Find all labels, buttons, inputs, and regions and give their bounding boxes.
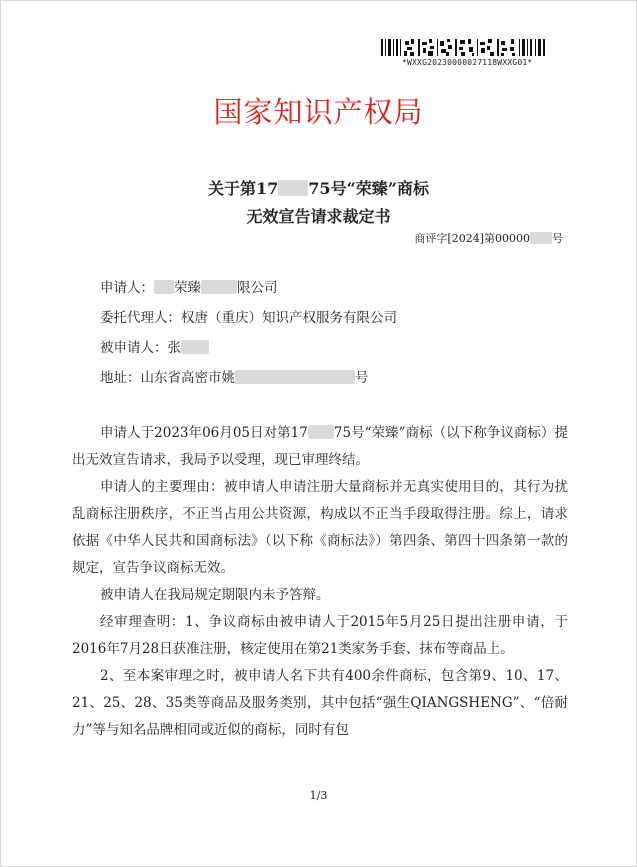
address-end: 号 — [355, 370, 369, 386]
respondent-line — [100, 336, 209, 356]
redacted-block — [530, 232, 552, 244]
paragraph-no-reply: 被申请人在我局规定期限内未予答辩。 — [100, 587, 330, 603]
decision-body — [72, 420, 568, 744]
page-number: 1/3 — [309, 789, 328, 802]
paragraph-findings-2: 2、至本案审理之时，被申请人名下共有400余件商标，包含第9、10、17、21、25、28、35类等商品及服务类别，其中包括“强生QIANGSHENG”、“倍耐力”等与知名品牌相同或近似的商标，同时有包 — [72, 668, 568, 738]
respondent-label: 被申请人： — [100, 340, 168, 356]
docno-prefix: 商评字[2024]第00000 — [414, 232, 530, 245]
applicant-label: 申请人： — [100, 280, 154, 296]
applicant-line — [100, 276, 278, 296]
paragraph-request — [72, 420, 568, 474]
title-line1-suffix: 75号“荣臻”商标 — [308, 179, 429, 198]
title-line1-prefix: 关于第17 — [208, 179, 279, 198]
applicant-mid: 荣臻 — [174, 280, 201, 296]
barcode-text: *WXXG20230000027118WXXG01* — [402, 58, 533, 67]
redacted-block — [201, 280, 237, 294]
redacted-block — [181, 340, 209, 354]
paragraph-findings: 经审理查明：1、争议商标由被申请人于2015年5月25日提出注册申请，于2016年7月28日获准注册，核定使用在第21类家务手套、抹布等商品上。 — [72, 614, 568, 657]
p1-prefix: 申请人于2023年06月05日对第17 — [100, 425, 308, 441]
p1-suffix: 75号“荣臻”商标（以下称争议商标）提出无效宣告请求，我局予以受理，现已审理终结。 — [72, 425, 568, 468]
document-title-line1 — [0, 176, 637, 199]
redacted-block — [154, 280, 174, 294]
agent-line — [100, 306, 397, 326]
paragraph-grounds: 申请人的主要理由：被申请人申请注册大量商标并无真实使用目的，其行为扰乱商标注册秩序，不正当占用公共资源，构成以不正当手段取得注册。综上，请求依据《中华人民共和国商标法》（以下称《商标法》）第四条、第四十四条第一款的规定，宣告争议商标无效。 — [72, 479, 568, 576]
document-title-line2: 无效宣告请求裁定书 — [246, 207, 391, 226]
issuing-authority: 国家知识产权局 — [213, 95, 424, 129]
agent-value: 权唐（重庆）知识产权服务有限公司 — [181, 310, 397, 326]
applicant-end: 限公司 — [237, 280, 278, 296]
redacted-block — [235, 370, 355, 384]
barcode — [381, 39, 545, 56]
address-line — [100, 366, 369, 386]
docno-suffix: 号 — [552, 232, 563, 245]
address-value: 山东省高密市姚 — [140, 370, 235, 386]
document-number — [414, 230, 563, 246]
respondent-value: 张 — [167, 340, 181, 356]
redacted-block — [308, 425, 334, 439]
address-label: 地址： — [100, 370, 141, 386]
agent-label: 委托代理人： — [100, 310, 181, 326]
redacted-block — [278, 180, 308, 197]
